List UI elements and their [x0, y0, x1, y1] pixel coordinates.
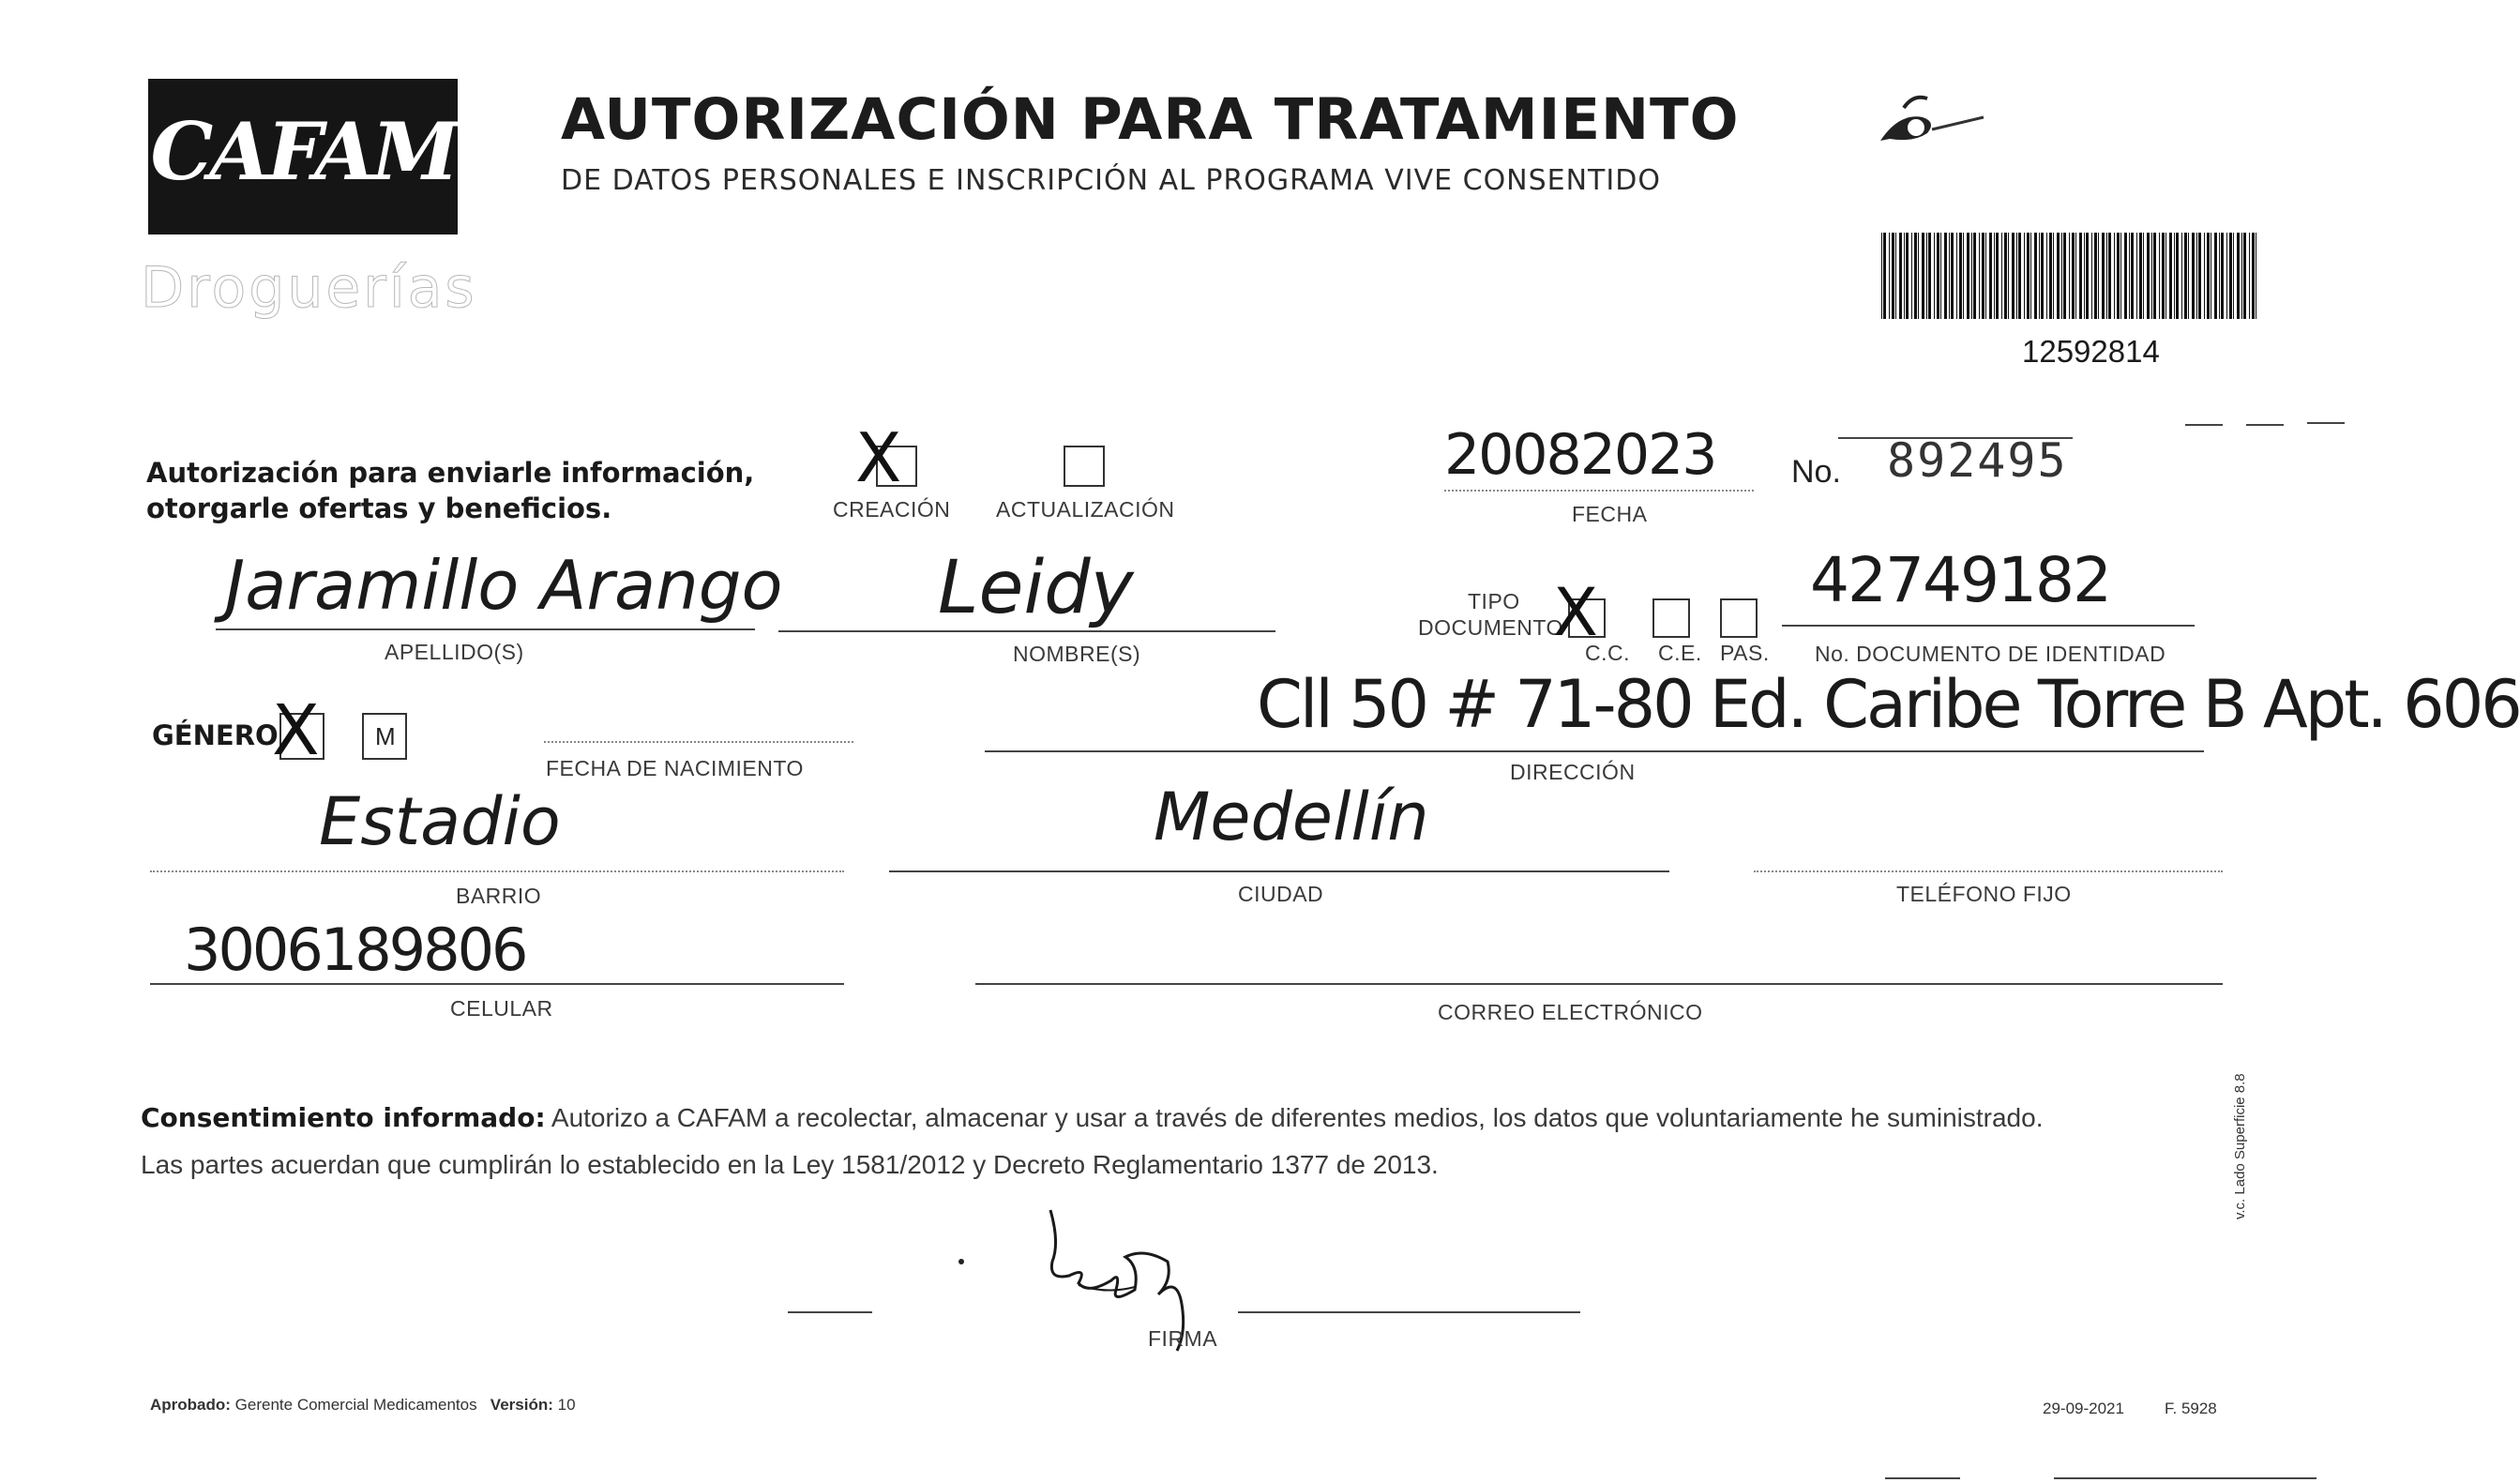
- barcode-bar: [1996, 233, 1999, 319]
- barcode-bar: [2057, 233, 2060, 319]
- barcode-bar: [2226, 233, 2227, 319]
- barcode-bar: [2034, 233, 2037, 319]
- footer-approved: [150, 1396, 576, 1415]
- fecha-value: 20082023: [1444, 422, 1716, 488]
- barcode-bar: [1934, 233, 1935, 319]
- barcode-bar: [2091, 233, 2092, 319]
- barcode-bar: [2063, 233, 2066, 319]
- logo-text: CAFAM: [150, 105, 456, 198]
- bottom-edge-line: [1885, 1477, 1960, 1479]
- correo-label: CORREO ELECTRÓNICO: [1438, 1000, 1703, 1024]
- genero-m-label: M: [375, 722, 397, 750]
- direccion-line: [985, 750, 2204, 752]
- barcode-bar: [2219, 233, 2220, 319]
- barcode-bar: [1889, 233, 1890, 319]
- barcode-bar: [2075, 233, 2076, 319]
- barrio-value: Estadio: [319, 783, 561, 860]
- barcode-bar: [2114, 233, 2115, 319]
- apellido-value: Jaramillo Arango: [225, 546, 783, 625]
- barcode-bar: [2027, 233, 2030, 319]
- consent-text: [141, 1095, 2251, 1188]
- barcode-bar: [1928, 233, 1931, 319]
- fecha-label: FECHA: [1572, 502, 1648, 526]
- barcode-bar: [2136, 233, 2137, 319]
- barcode-bar: [2221, 233, 2224, 319]
- ciudad-value: Medellín: [1154, 779, 1429, 855]
- genero-label: GÉNERO: [152, 719, 279, 751]
- barcode-bar: [2233, 233, 2234, 319]
- version-value: 10: [557, 1396, 576, 1414]
- cc-check-mark: X: [1553, 574, 1598, 651]
- barcode-bar: [2079, 233, 2082, 319]
- tipo-documento-label-1: TIPO: [1468, 589, 1520, 613]
- barcode-bar: [2046, 233, 2047, 319]
- tipo-documento-label-2: DOCUMENTO: [1418, 615, 1563, 640]
- barcode-bar: [2061, 233, 2062, 319]
- barcode-bar: [2098, 233, 2099, 319]
- correo-line: [975, 983, 2223, 985]
- barcode-bar: [2165, 233, 2166, 319]
- barrio-label: BARRIO: [456, 884, 542, 908]
- barcode-bar: [1895, 233, 1896, 319]
- barcode-bar: [2143, 233, 2144, 319]
- firma-label: FIRMA: [1148, 1326, 1218, 1351]
- barcode-bar: [1982, 233, 1984, 319]
- signature: [947, 1191, 1341, 1360]
- documento-label: No. DOCUMENTO DE IDENTIDAD: [1815, 642, 2166, 666]
- creacion-check-mark: X: [855, 418, 902, 497]
- barcode-bar: [2024, 233, 2025, 319]
- barcode-bar: [2184, 233, 2187, 319]
- barcode-bar: [1989, 233, 1992, 319]
- actualizacion-checkbox[interactable]: [1064, 446, 1105, 487]
- dash: [2246, 424, 2284, 426]
- barcode-bar: [1994, 233, 1995, 319]
- actualizacion-label: ACTUALIZACIÓN: [996, 497, 1175, 522]
- barcode-icon: [1881, 233, 2260, 319]
- barcode-bar: [2016, 233, 2017, 319]
- barcode-bar: [1971, 233, 1972, 319]
- barcode-bar: [1963, 233, 1964, 319]
- barcode-bar: [1973, 233, 1976, 319]
- barcode-bar: [1883, 233, 1886, 319]
- pas-label: PAS.: [1720, 641, 1770, 665]
- barcode-bar: [1926, 233, 1927, 319]
- barcode-bar: [1967, 233, 1969, 319]
- barcode-bar: [2188, 233, 2189, 319]
- documento-line: [1782, 625, 2195, 627]
- signature-line-right: [1238, 1311, 1580, 1313]
- barcode-bar: [2012, 233, 2014, 319]
- no-value: 892495: [1887, 433, 2068, 488]
- barcode-bar: [2174, 233, 2175, 319]
- barcode-bar: [2176, 233, 2179, 319]
- barcode-bar: [2243, 233, 2246, 319]
- consent-text-1: Autorizo a CAFAM a recolectar, almacenar y usar a través de diferentes medios, los datos que voluntariamente he suministrado.: [545, 1103, 2044, 1132]
- barcode-bar: [2039, 233, 2040, 319]
- barcode-bar: [1892, 233, 1894, 319]
- barcode-bar: [1956, 233, 1957, 319]
- approved-value: Gerente Comercial Medicamentos: [234, 1396, 477, 1414]
- barcode-bar: [2102, 233, 2105, 319]
- barcode-bar: [1944, 233, 1947, 319]
- footer-date: 29-09-2021: [2043, 1400, 2124, 1417]
- barcode-bar: [2151, 233, 2152, 319]
- apellido-label: APELLIDO(S): [385, 640, 524, 664]
- barcode-bar: [2086, 233, 2089, 319]
- no-line: [1838, 437, 2073, 439]
- barcode-bar: [2069, 233, 2070, 319]
- form-title: AUTORIZACIÓN PARA TRATAMIENTO: [561, 86, 1740, 153]
- barcode-bar: [2214, 233, 2217, 319]
- barcode-bar: [1937, 233, 1939, 319]
- barrio-line: [150, 870, 844, 872]
- barcode-bar: [2249, 233, 2250, 319]
- barcode-bar: [2241, 233, 2242, 319]
- barcode-number: 12592814: [2022, 334, 2160, 369]
- barcode-bar: [2018, 233, 2021, 319]
- barcode-bar: [2162, 233, 2165, 319]
- barcode-bar: [2106, 233, 2107, 319]
- barcode-bar: [1959, 233, 1962, 319]
- nombre-value: Leidy: [938, 546, 1134, 630]
- barcode-bar: [2139, 233, 2142, 319]
- no-label: No.: [1791, 454, 1841, 490]
- apellido-line: [216, 628, 755, 630]
- telefono-label: TELÉFONO FIJO: [1896, 882, 2072, 906]
- barcode-bar: [1906, 233, 1909, 319]
- barcode-bar: [2131, 233, 2134, 319]
- barcode-bar: [2147, 233, 2150, 319]
- barcode-bar: [2041, 233, 2044, 319]
- barcode-bar: [2237, 233, 2240, 319]
- barcode-bar: [2229, 233, 2232, 319]
- version-label: Versión:: [490, 1396, 553, 1414]
- cafam-logo: [148, 79, 458, 235]
- barcode-bar: [1899, 233, 1902, 319]
- consent-text-2: Las partes acuerdan que cumplirán lo establecido en la Ley 1581/2012 y Decreto Reglamentario 1377 de 2013.: [141, 1150, 1439, 1179]
- genero-f-check-mark: X: [272, 690, 320, 771]
- ce-checkbox[interactable]: [1652, 598, 1690, 638]
- barcode-bar: [2198, 233, 2201, 319]
- barcode-bar: [2117, 233, 2120, 319]
- barcode-bar: [2196, 233, 2197, 319]
- barcode-bar: [2207, 233, 2210, 319]
- barcode-bar: [2072, 233, 2075, 319]
- barcode-bar: [1949, 233, 1950, 319]
- barcode-bar: [2108, 233, 2111, 319]
- celular-label: CELULAR: [450, 996, 553, 1021]
- barcode-bar: [2030, 233, 2031, 319]
- footer-form-code: F. 5928: [2165, 1400, 2217, 1417]
- direccion-value: Cll 50 # 71-80 Ed. Caribe Torre B Apt. 606: [1257, 666, 2520, 743]
- fecha-nacimiento-line: [544, 741, 853, 743]
- barcode-bar: [2192, 233, 2195, 319]
- barcode-bar: [2204, 233, 2205, 319]
- barcode-bar: [1951, 233, 1954, 319]
- authorization-text-line1: Autorización para enviarle información,: [146, 457, 755, 489]
- creacion-label: CREACIÓN: [833, 497, 951, 522]
- barcode-bar: [2124, 233, 2127, 319]
- barcode-bar: [1922, 233, 1924, 319]
- barcode-bar: [2159, 233, 2160, 319]
- ciudad-label: CIUDAD: [1238, 882, 1324, 906]
- barcode-bar: [2053, 233, 2054, 319]
- cc-label: C.C.: [1585, 641, 1630, 665]
- pas-checkbox[interactable]: [1720, 598, 1758, 638]
- authorization-text-line2: otorgarle ofertas y beneficios.: [146, 492, 612, 524]
- barcode-bar: [1914, 233, 1917, 319]
- logo-subtext: Droguerías: [141, 255, 477, 321]
- fecha-line: [1444, 490, 1754, 492]
- ce-label: C.E.: [1658, 641, 1702, 665]
- direccion-label: DIRECCIÓN: [1510, 760, 1636, 784]
- barcode-bar: [1918, 233, 1919, 319]
- consent-bold: Consentimiento informado:: [141, 1102, 546, 1133]
- documento-value: 42749182: [1810, 544, 2110, 616]
- barcode-bar: [1985, 233, 1986, 319]
- barcode-bar: [2120, 233, 2121, 319]
- celular-value: 3006189806: [184, 916, 526, 984]
- signature-line-left: [788, 1311, 872, 1313]
- barcode-bar: [2094, 233, 2097, 319]
- dash: [2185, 424, 2223, 426]
- approved-label: Aprobado:: [150, 1396, 231, 1414]
- barcode-bar: [2084, 233, 2085, 319]
- barcode-bar: [2252, 233, 2255, 319]
- nombre-label: NOMBRE(S): [1013, 642, 1141, 666]
- barcode-bar: [2181, 233, 2182, 319]
- fecha-nacimiento-label: FECHA DE NACIMIENTO: [546, 756, 804, 780]
- celular-line: [150, 983, 844, 985]
- dash: [2307, 422, 2345, 424]
- barcode-bar: [2004, 233, 2007, 319]
- ink-mark-icon: [1871, 75, 1993, 150]
- barcode-bar: [1940, 233, 1941, 319]
- barcode-bar: [1904, 233, 1905, 319]
- ciudad-line: [889, 870, 1669, 872]
- barcode-bar: [1979, 233, 1980, 319]
- nombre-line: [778, 630, 1275, 632]
- barcode-bar: [2129, 233, 2130, 319]
- barcode-bar: [2169, 233, 2172, 319]
- telefono-line: [1754, 870, 2223, 872]
- barcode-bar: [2008, 233, 2009, 319]
- barcode-bar: [1911, 233, 1912, 319]
- barcode-bar: [2001, 233, 2002, 319]
- form-subtitle: DE DATOS PERSONALES E INSCRIPCIÓN AL PROGRAMA VIVE CONSENTIDO: [561, 164, 1661, 197]
- side-text: v.c. Lado Superficie 8.8: [2232, 1073, 2248, 1219]
- barcode-bar: [1881, 233, 1882, 319]
- barcode-bar: [2153, 233, 2156, 319]
- barcode-bar: [2049, 233, 2052, 319]
- bottom-edge-line: [2054, 1477, 2316, 1479]
